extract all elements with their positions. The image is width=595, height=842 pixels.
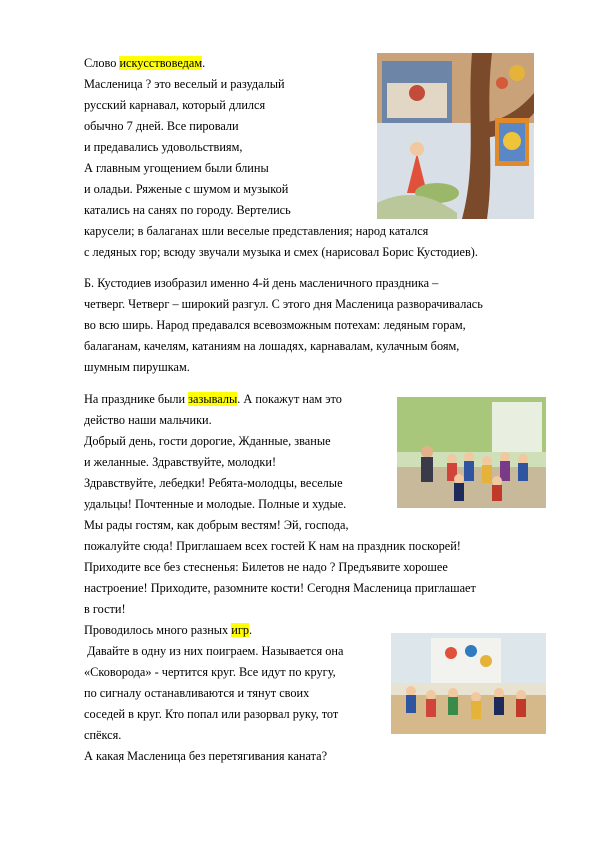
text-line: На празднике были зазывалы. А покажут нам это — [84, 392, 342, 406]
text-line: Давайте в одну из них поиграем. Называется она — [84, 644, 344, 658]
text-line: шумным пирушкам. — [84, 360, 190, 374]
text-line: и оладьи. Ряженые с шумом и музыкой — [84, 182, 289, 196]
text-line: и предавались удовольствиям, — [84, 140, 243, 154]
text-line: Добрый день, гости дорогие, Жданные, званые — [84, 434, 331, 448]
text-line: во всю ширь. Народ предавался всевозможным потехам: ледяным горам, — [84, 318, 466, 332]
text-line: Мы рады гостям, как добрым вестям! Эй, господа, — [84, 518, 349, 532]
photo-children-festival — [397, 397, 546, 508]
highlight-term: игр — [231, 623, 250, 637]
photo-maslenitsa-decoration — [377, 53, 534, 219]
text-line: с ледяных гор; всюду звучали музыка и смех (нарисовал Борис Кустодиев). — [84, 245, 478, 259]
highlight-term: зазывалы — [188, 392, 238, 406]
text-line: карусели; в балаганах шли веселые представления; народ катался — [84, 224, 429, 238]
text-line: пожалуйте сюда! Приглашаем всех гостей К нам на праздник поскорей! — [84, 539, 461, 553]
text-line: действо наши мальчики. — [84, 413, 212, 427]
photo-children-game — [391, 633, 546, 734]
text-line: соседей в круг. Кто попал или разорвал руку, тот — [84, 707, 339, 721]
text-line: Б. Кустодиев изобразил именно 4-й день масленичного праздника – — [84, 276, 439, 290]
text-line: Приходите все без стесненья: Билетов не надо ? Предъявите хорошее — [84, 560, 448, 574]
text-line: Проводилось много разных игр. — [84, 623, 253, 637]
text-line: четверг. Четверг – широкий разгул. С этого дня Масленица разворачивалась — [84, 297, 483, 311]
text-line: Слово искусствоведам. — [84, 56, 206, 70]
text-line: катались на санях по городу. Вертелись — [84, 203, 291, 217]
text-line: в гости! — [84, 602, 126, 616]
text-line: по сигналу останавливаются и тянут своих — [84, 686, 310, 700]
text-line: Масленица ? это веселый и разудалый — [84, 77, 285, 91]
text-line: спёкся. — [84, 728, 122, 742]
text-line: балаганам, качелям, катаниям на лошадях, карнавалам, кулачным боям, — [84, 339, 460, 353]
text-line: и желанные. Здравствуйте, молодки! — [84, 455, 277, 469]
text-line: Здравствуйте, лебедки! Ребята-молодцы, веселые — [84, 476, 343, 490]
text-line: русский карнавал, который длился — [84, 98, 266, 112]
text-line: настроение! Приходите, разомните кости! Сегодня Масленица приглашает — [84, 581, 476, 595]
text-line: «Сковорода» - чертится круг. Все идут по кругу, — [84, 665, 336, 679]
text-line: удальцы! Почтенные и молодые. Полные и худые. — [84, 497, 347, 511]
text-line: А какая Масленица без перетягивания каната? — [84, 749, 328, 763]
text-line: обычно 7 дней. Все пировали — [84, 119, 239, 133]
highlight-term: искусствоведам — [119, 56, 203, 70]
text-line: А главным угощением были блины — [84, 161, 269, 175]
